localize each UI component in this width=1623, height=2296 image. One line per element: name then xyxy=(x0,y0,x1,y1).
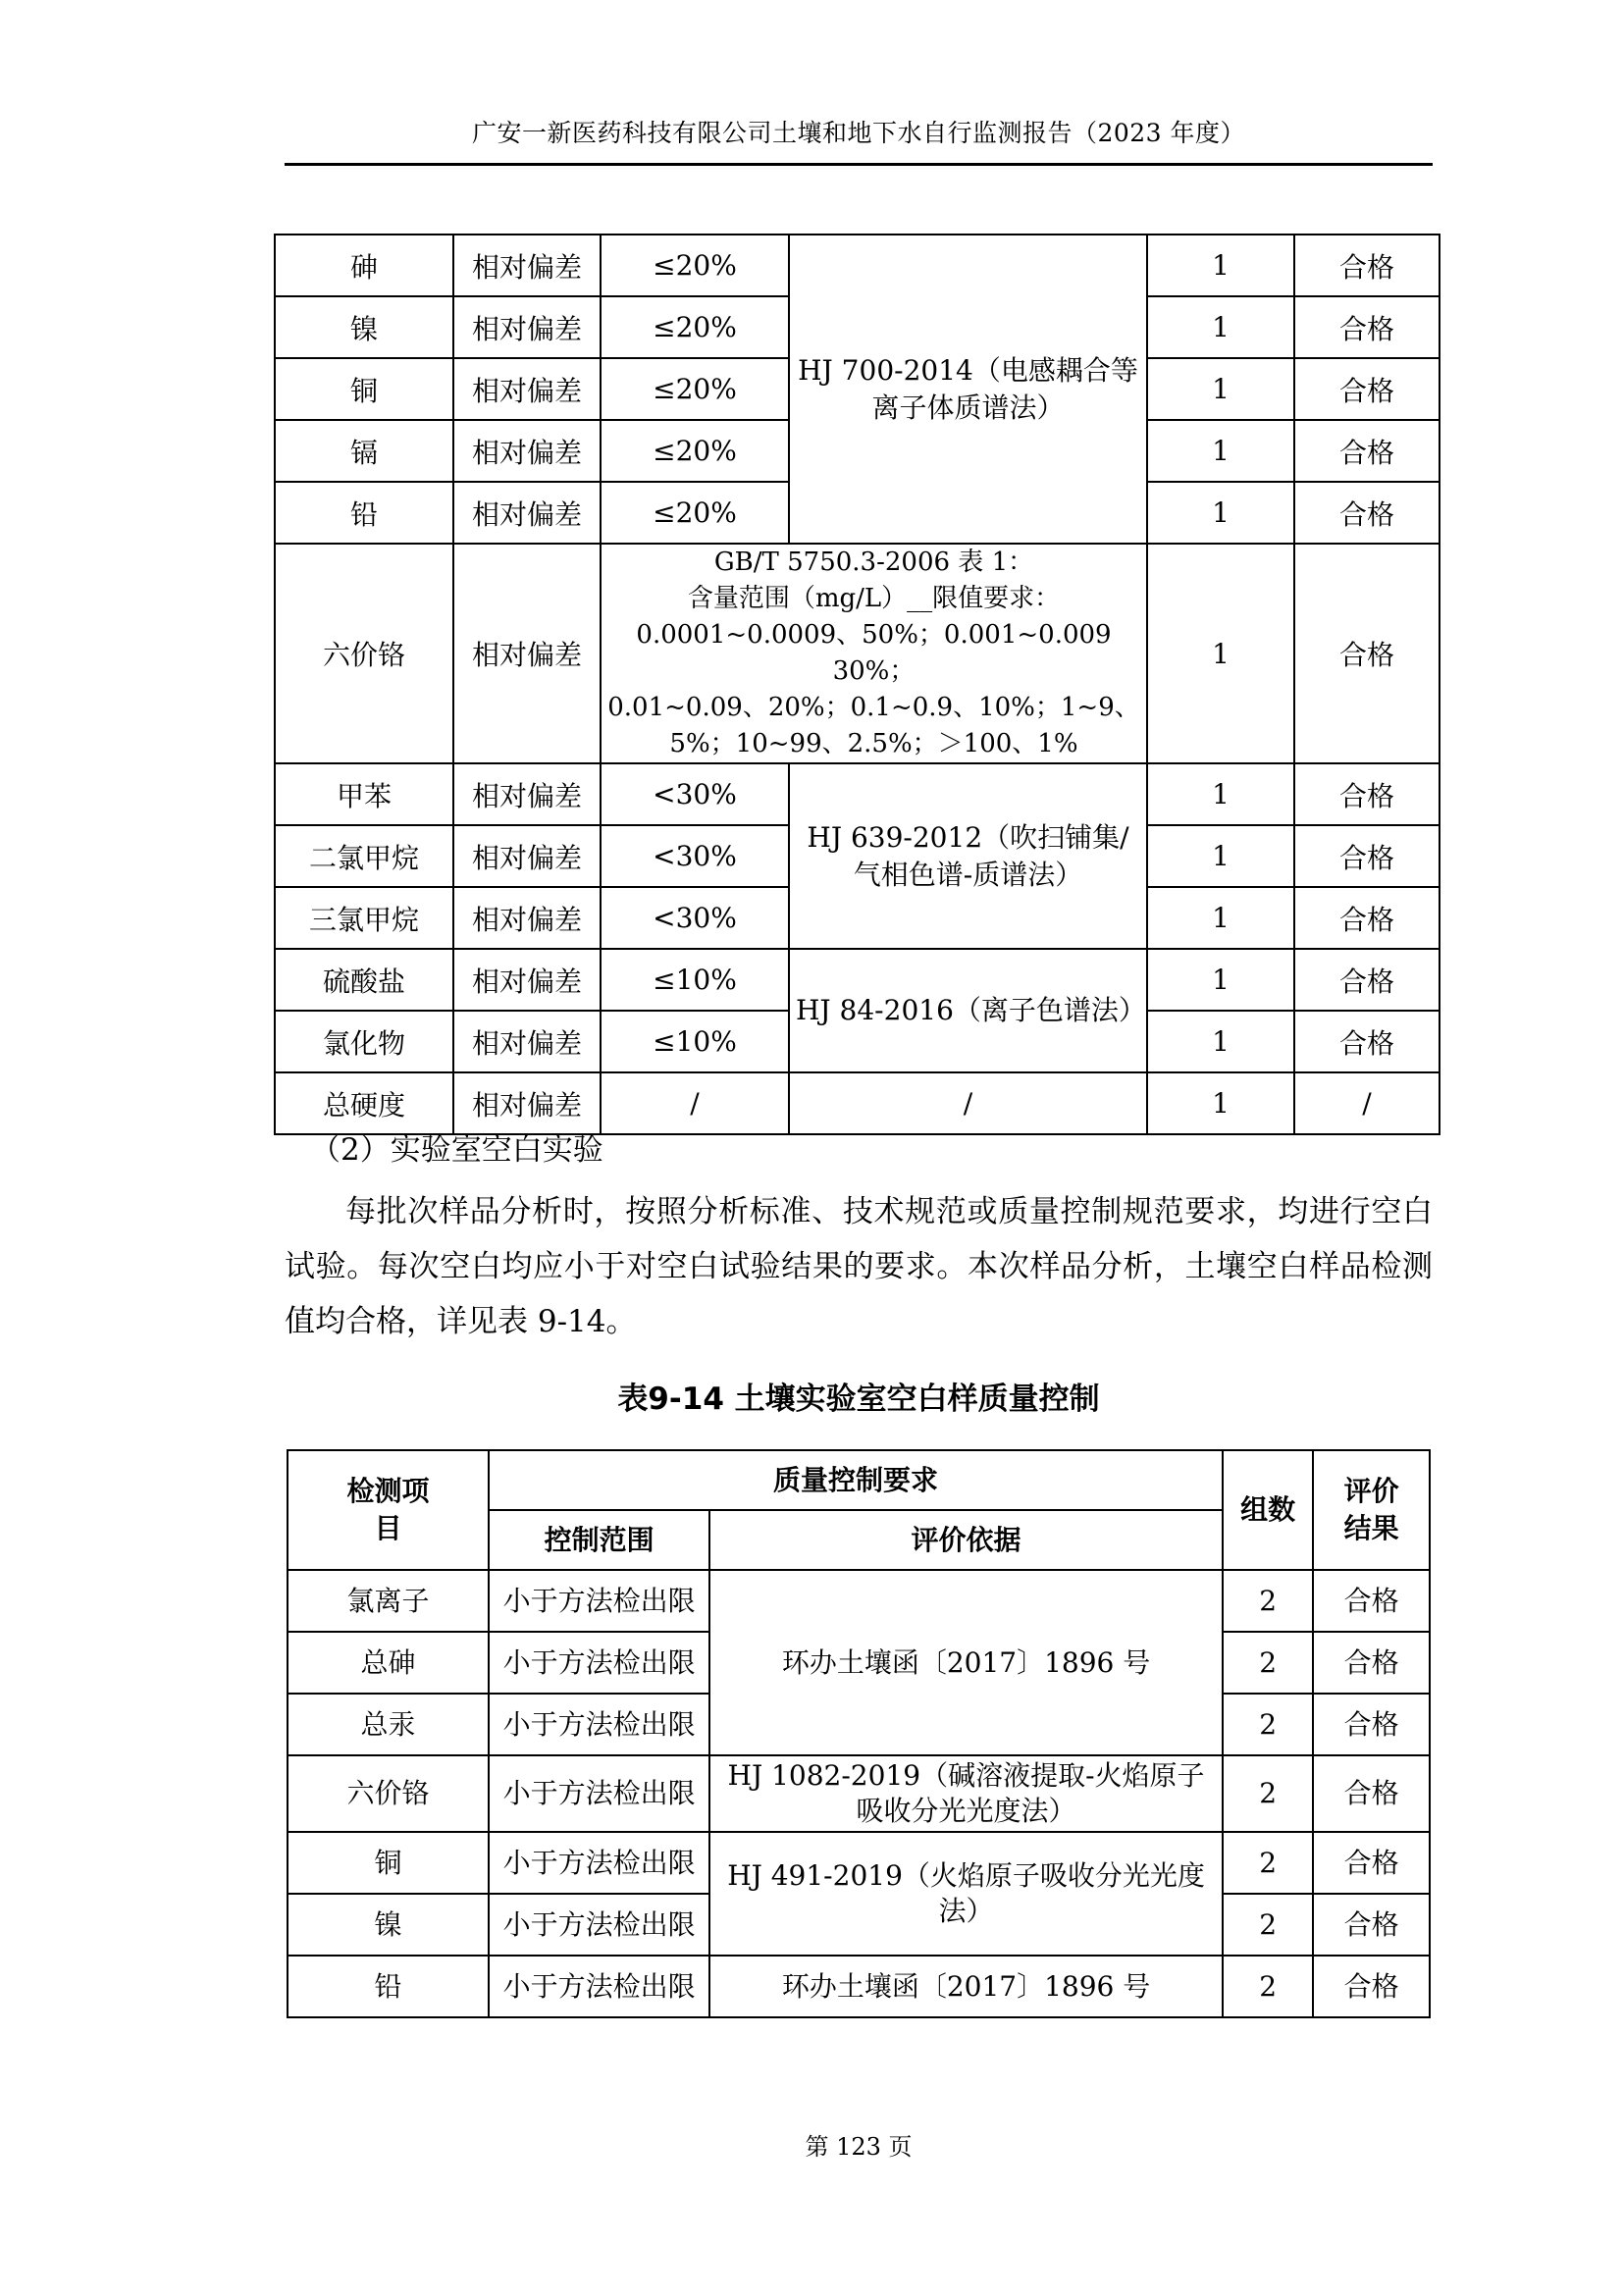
result-cell: 合格 xyxy=(1313,1894,1430,1956)
range-cell: 小于方法检出限 xyxy=(489,1832,709,1894)
item-cell: 镉 xyxy=(275,420,453,482)
table-caption: 表9-14 土壤实验室空白样质量控制 xyxy=(617,1382,1100,1417)
standard-cell-hj84: HJ 84-2016（离子色谱法） xyxy=(789,949,1147,1072)
gb-line: 0.0001~0.0009、50%；0.001~0.009 30%； xyxy=(636,620,1112,686)
result-cell: 合格 xyxy=(1313,1694,1430,1755)
range-cell: 小于方法检出限 xyxy=(489,1755,709,1832)
table-row xyxy=(288,1956,1430,2017)
groups-cell: 1 xyxy=(1147,420,1294,482)
item-cell: 铜 xyxy=(275,358,453,420)
range-cell: ≤10% xyxy=(601,1011,789,1072)
table-row xyxy=(275,763,1440,825)
method-cell: 相对偏差 xyxy=(453,358,601,420)
result-cell: / xyxy=(1294,1072,1440,1134)
basis-cell: / xyxy=(789,1072,1147,1134)
result-cell: 合格 xyxy=(1294,1011,1440,1072)
range-cell: <30% xyxy=(601,825,789,887)
result-cell: 合格 xyxy=(1294,296,1440,358)
result-cell: 合格 xyxy=(1294,763,1440,825)
header-range: 控制范围 xyxy=(489,1510,709,1570)
groups-cell: 1 xyxy=(1147,544,1294,763)
groups-cell: 1 xyxy=(1147,949,1294,1011)
gb-line: 含量范围（mg/L）__限值要求： xyxy=(687,584,1061,613)
basis-cell-hj1082: HJ 1082-2019（碱溶液提取-火焰原子吸收分光光度法） xyxy=(709,1755,1223,1832)
groups-cell: 2 xyxy=(1223,1956,1313,2017)
groups-cell: 2 xyxy=(1223,1755,1313,1832)
groups-cell: 2 xyxy=(1223,1570,1313,1632)
table-row xyxy=(275,235,1440,296)
method-cell: 相对偏差 xyxy=(453,887,601,949)
item-cell: 氯离子 xyxy=(288,1570,489,1632)
result-cell: 合格 xyxy=(1294,887,1440,949)
gb-line: 0.01~0.09、20%；0.1~0.9、10%；1~9、 xyxy=(607,693,1140,722)
item-cell: 氯化物 xyxy=(275,1011,453,1072)
result-cell: 合格 xyxy=(1294,420,1440,482)
method-cell: 相对偏差 xyxy=(453,1011,601,1072)
blank-sample-table xyxy=(287,1449,1431,2018)
method-cell: 相对偏差 xyxy=(453,1072,601,1134)
result-cell: 合格 xyxy=(1313,1956,1430,2017)
item-cell: 二氯甲烷 xyxy=(275,825,453,887)
item-cell: 铅 xyxy=(275,482,453,544)
groups-cell: 1 xyxy=(1147,235,1294,296)
item-cell: 总硬度 xyxy=(275,1072,453,1134)
header-rule xyxy=(285,163,1433,166)
groups-cell: 1 xyxy=(1147,296,1294,358)
range-cell: 小于方法检出限 xyxy=(489,1956,709,2017)
item-cell: 硫酸盐 xyxy=(275,949,453,1011)
groups-cell: 2 xyxy=(1223,1694,1313,1755)
range-cell: 小于方法检出限 xyxy=(489,1694,709,1755)
item-cell: 铜 xyxy=(288,1832,489,1894)
table-row xyxy=(288,1570,1430,1632)
groups-cell: 1 xyxy=(1147,358,1294,420)
item-cell: 六价铬 xyxy=(275,544,453,763)
range-cell: 小于方法检出限 xyxy=(489,1894,709,1956)
item-cell: 六价铬 xyxy=(288,1755,489,1832)
table-row xyxy=(275,544,1440,763)
range-cell: 小于方法检出限 xyxy=(489,1570,709,1632)
parallel-sample-table xyxy=(274,234,1440,1135)
header-groups: 组数 xyxy=(1223,1450,1313,1570)
standard-cell-hj700: HJ 700-2014（电感耦合等离子体质谱法） xyxy=(789,235,1147,544)
item-cell: 镍 xyxy=(275,296,453,358)
method-cell: 相对偏差 xyxy=(453,235,601,296)
header-requirement: 质量控制要求 xyxy=(489,1450,1223,1510)
basis-cell-huanban: 环办土壤函〔2017〕1896 号 xyxy=(709,1956,1223,2017)
item-cell: 三氯甲烷 xyxy=(275,887,453,949)
document-header: 广安一新医药科技有限公司土壤和地下水自行监测报告（2023 年度） xyxy=(471,119,1246,147)
item-cell: 镍 xyxy=(288,1894,489,1956)
groups-cell: 2 xyxy=(1223,1832,1313,1894)
method-cell: 相对偏差 xyxy=(453,949,601,1011)
section-heading: （2）实验室空白实验 xyxy=(310,1132,603,1168)
item-cell: 总砷 xyxy=(288,1632,489,1694)
method-cell: 相对偏差 xyxy=(453,544,601,763)
result-cell: 合格 xyxy=(1294,949,1440,1011)
item-cell: 砷 xyxy=(275,235,453,296)
gb-line: 5%；10~99、2.5%；＞100、1% xyxy=(669,729,1078,758)
header-item: 检测项目 xyxy=(288,1450,489,1570)
range-cell: ≤10% xyxy=(601,949,789,1011)
range-cell: ≤20% xyxy=(601,235,789,296)
range-cell: ≤20% xyxy=(601,296,789,358)
method-cell: 相对偏差 xyxy=(453,482,601,544)
range-cell: / xyxy=(601,1072,789,1134)
table-row xyxy=(275,949,1440,1011)
result-cell: 合格 xyxy=(1294,482,1440,544)
header-row xyxy=(288,1450,1430,1510)
table-row xyxy=(288,1832,1430,1894)
result-cell: 合格 xyxy=(1313,1570,1430,1632)
range-cell: ≤20% xyxy=(601,358,789,420)
groups-cell: 1 xyxy=(1147,763,1294,825)
basis-cell-hj491: HJ 491-2019（火焰原子吸收分光光度法） xyxy=(709,1832,1223,1956)
gb-line: GB/T 5750.3-2006 表 1： xyxy=(713,548,1034,577)
groups-cell: 2 xyxy=(1223,1894,1313,1956)
range-cell: <30% xyxy=(601,887,789,949)
result-cell: 合格 xyxy=(1294,544,1440,763)
groups-cell: 1 xyxy=(1147,887,1294,949)
range-cell: ≤20% xyxy=(601,482,789,544)
result-cell: 合格 xyxy=(1313,1632,1430,1694)
result-cell: 合格 xyxy=(1294,358,1440,420)
item-cell: 总汞 xyxy=(288,1694,489,1755)
groups-cell: 2 xyxy=(1223,1632,1313,1694)
method-cell: 相对偏差 xyxy=(453,763,601,825)
result-cell: 合格 xyxy=(1313,1832,1430,1894)
standard-cell-hj639: HJ 639-2012（吹扫铺集/气相色谱-质谱法） xyxy=(789,763,1147,949)
range-cell: 小于方法检出限 xyxy=(489,1632,709,1694)
basis-cell-huanban: 环办土壤函〔2017〕1896 号 xyxy=(709,1570,1223,1755)
item-cell: 甲苯 xyxy=(275,763,453,825)
header-result: 评价结果 xyxy=(1313,1450,1430,1570)
item-cell: 铅 xyxy=(288,1956,489,2017)
groups-cell: 1 xyxy=(1147,1011,1294,1072)
section-paragraph: 每批次样品分析时，按照分析标准、技术规范或质量控制规范要求，均进行空白试验。每次空白均应小于对空白试验结果的要求。本次样品分析，土壤空白样品检测值均合格，详见表 9-14。 xyxy=(285,1194,1433,1339)
groups-cell: 1 xyxy=(1147,825,1294,887)
groups-cell: 1 xyxy=(1147,482,1294,544)
result-cell: 合格 xyxy=(1313,1755,1430,1832)
table-row xyxy=(288,1755,1430,1832)
range-cell: ≤20% xyxy=(601,420,789,482)
method-cell: 相对偏差 xyxy=(453,420,601,482)
standard-cell-gb5750 xyxy=(601,544,1147,763)
method-cell: 相对偏差 xyxy=(453,825,601,887)
result-cell: 合格 xyxy=(1294,235,1440,296)
result-cell: 合格 xyxy=(1294,825,1440,887)
page-number: 第 123 页 xyxy=(805,2133,913,2161)
range-cell: <30% xyxy=(601,763,789,825)
method-cell: 相对偏差 xyxy=(453,296,601,358)
header-basis: 评价依据 xyxy=(709,1510,1223,1570)
groups-cell: 1 xyxy=(1147,1072,1294,1134)
